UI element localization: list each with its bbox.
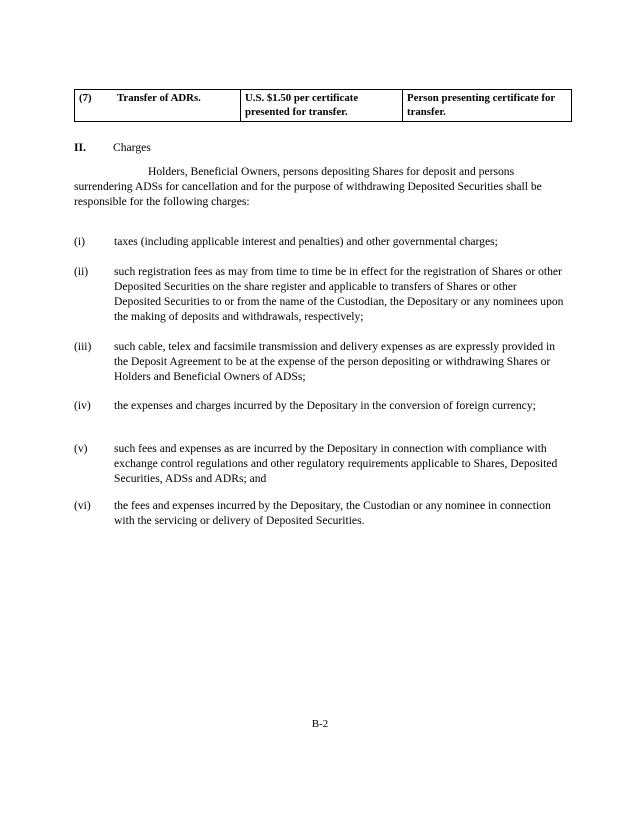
item-marker: (i)	[74, 235, 85, 248]
item-text: such registration fees as may from time to time be in effect for the registration of Shares or other Deposited Securities on the share register and applicable to transfers of Shares or other Deposited Securities to or from the name of the Custodian, the Depositary or any nominees upon the making of deposits and withdrawals, respectively;	[114, 265, 564, 323]
item-text: the expenses and charges incurred by the Depositary in the conversion of foreign currency;	[114, 399, 536, 412]
list-item	[74, 264, 566, 324]
fee-cell: U.S. $1.50 per certificate presented for transfer.	[241, 90, 403, 122]
item-marker: (v)	[74, 442, 88, 455]
item-text: the fees and expenses incurred by the Depositary, the Custodian or any nominee in connection with the servicing or delivery of Deposited Securities.	[114, 499, 551, 527]
intro-paragraph: Holders, Beneficial Owners, persons depositing Shares for deposit and persons surrendering ADSs for cancellation and for the purpose of withdrawing Deposited Securities shall be responsible for the following charges:	[74, 165, 542, 208]
list-item	[74, 398, 566, 413]
item-marker: (vi)	[74, 499, 91, 512]
item-text: taxes (including applicable interest and penalties) and other governmental charges;	[114, 235, 498, 248]
row-number: (7)	[79, 92, 92, 104]
item-text: such fees and expenses as are incurred by the Depositary in connection with compliance with exchange control regulations and other regulatory requirements applicable to Shares, Deposited Securities, ADSs and ADRs; and	[114, 442, 558, 485]
item-marker: (iv)	[74, 399, 91, 412]
list-item	[74, 339, 566, 384]
item-marker: (iii)	[74, 340, 92, 353]
service-cell	[75, 90, 241, 122]
list-item	[74, 234, 566, 249]
table-row	[75, 90, 572, 122]
list-item	[74, 441, 566, 486]
section-title: Charges	[113, 141, 151, 154]
section-number: II.	[74, 141, 86, 154]
service-name: Transfer of ADRs.	[117, 92, 201, 104]
payer-cell: Person presenting certificate for transfer.	[403, 90, 572, 122]
page-number: B-2	[311, 718, 329, 730]
list-item	[74, 498, 566, 528]
section-heading	[74, 140, 151, 155]
item-marker: (ii)	[74, 265, 89, 278]
item-text: such cable, telex and facsimile transmission and delivery expenses as are expressly provided in the Deposit Agreement to be at the expense of the person depositing or withdrawing Shares or Holders and Beneficial Owners of ADSs;	[114, 340, 556, 383]
fee-table	[74, 89, 572, 122]
